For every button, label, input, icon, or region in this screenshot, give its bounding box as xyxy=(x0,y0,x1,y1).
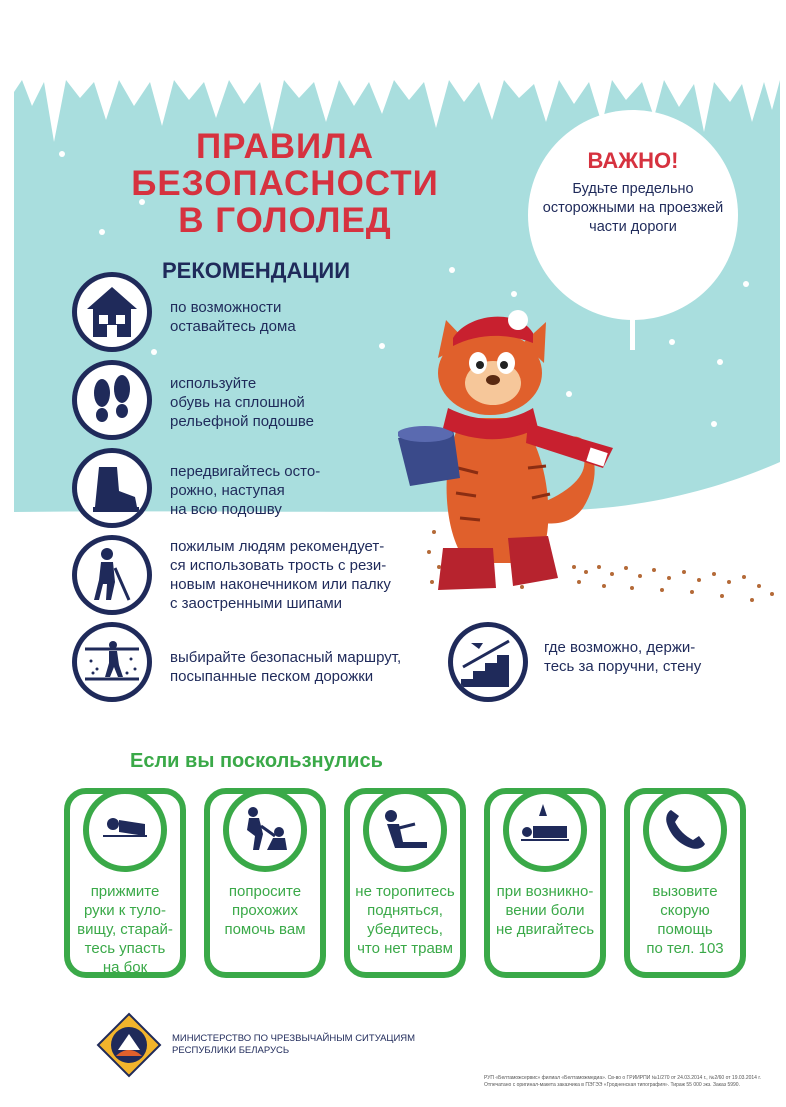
bubble-stem xyxy=(630,318,635,350)
title-line: В ГОЛОЛЕД xyxy=(178,201,392,240)
slip-advice-card xyxy=(64,788,186,978)
print-info: РУП «Белтаможсервис» филиал «Белтаможмедиа». Св-во о ГРИИРПИ №1/270 от 24.03.2014 г., №2/60 от 19.03.2014 г. Отпечатано с оригинал-макета заказчика в ПЭГЭЭ «Гродненская типография». Тираж 55 000 экз. Заказ 5990. xyxy=(484,1075,761,1088)
recommendation-item xyxy=(72,448,492,528)
slip-advice-text: попросите прохожих помочь вам xyxy=(224,883,306,938)
helping-person-icon xyxy=(223,788,307,872)
stairs-handrail-icon xyxy=(448,622,528,702)
shoe-sole-icon xyxy=(72,360,152,440)
title-line: ПРАВИЛА xyxy=(196,127,374,166)
recommendation-text: передвигайтесь осто- рожно, наступая на всю подошву xyxy=(170,463,321,518)
ministry-name: МИНИСТЕРСТВО ПО ЧРЕЗВЫЧАЙНЫМ СИТУАЦИЯМ РЕСПУБЛИКИ БЕЛАРУСЬ xyxy=(172,1033,416,1056)
phone-icon xyxy=(643,788,727,872)
recommendation-text: используйте обувь на сплошной рельефной подошве xyxy=(170,375,315,430)
slip-advice-card xyxy=(484,788,606,978)
recommendation-text: пожилым людям рекомендует- ся использовать трость с рези- новым наконечником или палку с заостренными шипами xyxy=(170,538,391,612)
ministry-emblem-logo xyxy=(96,1012,162,1078)
elderly-cane-icon xyxy=(72,535,152,615)
sanded-path-icon xyxy=(72,622,152,702)
slip-advice-text: прижмите руки к туло- вищу, старай- тесь упасть на бок xyxy=(77,883,173,976)
poster-title xyxy=(105,128,465,239)
boot-icon xyxy=(72,448,152,528)
slip-advice-card xyxy=(344,788,466,978)
sitting-person-icon xyxy=(363,788,447,872)
recommendation-item xyxy=(448,622,778,702)
slip-advice-text: вызовите скорую помощь по тел. 103 xyxy=(646,883,724,957)
house-icon xyxy=(72,272,152,352)
slip-advice-card xyxy=(624,788,746,978)
slip-advice-text: не торопитесь подняться, убедитесь, что нет травм xyxy=(355,883,455,957)
slip-advice-text: при возникно- вении боли не двигайтесь xyxy=(495,883,595,938)
recommendation-item xyxy=(72,360,492,440)
recommendations-heading: РЕКОМЕНДАЦИИ xyxy=(162,258,351,283)
important-text: Будьте предельно осторожными на проезжей части дороги xyxy=(542,181,724,235)
recommendation-item xyxy=(72,272,492,352)
recommendation-item xyxy=(72,622,492,702)
recommendation-text: выбирайте безопасный маршрут, посыпанные песком дорожки xyxy=(170,649,402,685)
important-title: ВАЖНО! xyxy=(587,148,679,173)
slip-section-heading: Если вы поскользнулись xyxy=(130,750,383,772)
recommendation-text: по возможности оставайтесь дома xyxy=(170,299,296,335)
title-line: БЕЗОПАСНОСТИ xyxy=(131,164,439,203)
recommendation-item xyxy=(72,535,492,615)
slip-advice-card xyxy=(204,788,326,978)
important-bubble xyxy=(528,110,738,320)
falling-person-icon xyxy=(83,788,167,872)
lying-person-pain-icon xyxy=(503,788,587,872)
recommendation-text: где возможно, держи- тесь за поручни, стену xyxy=(544,639,702,675)
